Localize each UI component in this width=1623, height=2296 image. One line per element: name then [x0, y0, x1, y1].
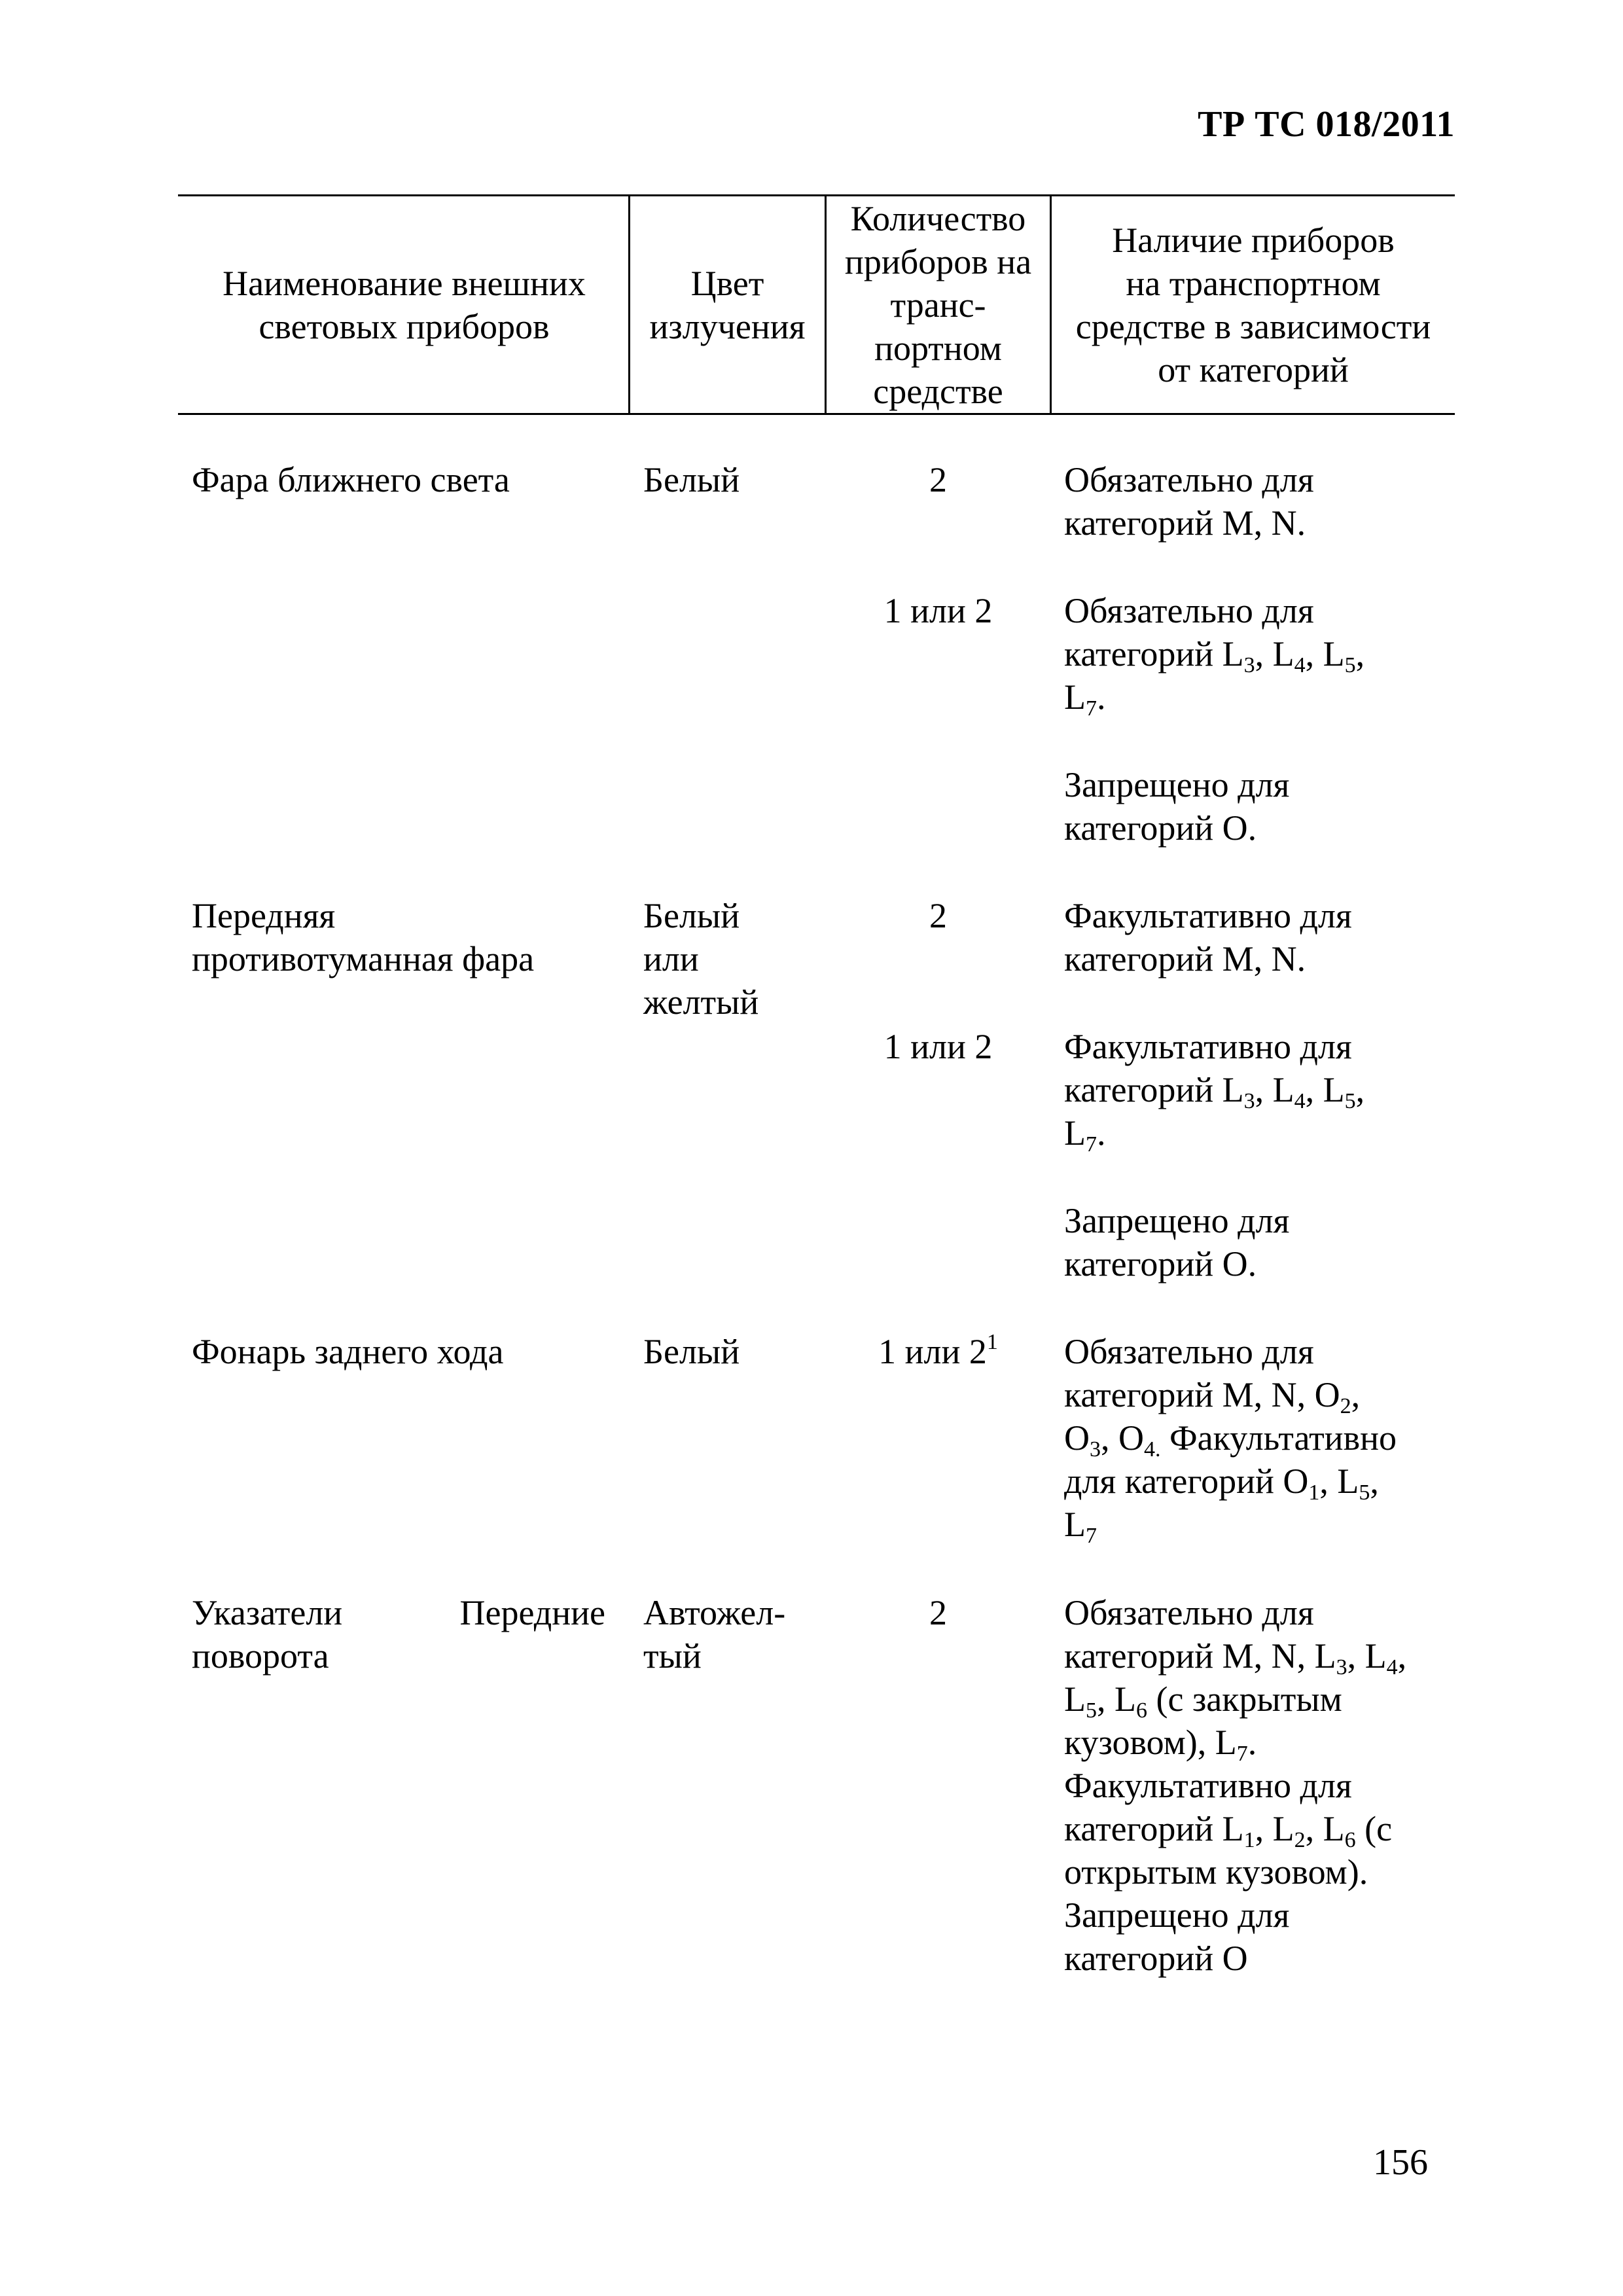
row-indicators-color: Автожел- тый	[643, 1593, 786, 1676]
row-low-beam-name: Фара ближнего света	[192, 460, 510, 499]
column-header-availability: Наличие приборов на транспортном средстве в зависимости от категорий	[1075, 220, 1431, 389]
row-indicators-availability: Обязательно для категорий M, N, $L_3$, $L_4$, $L_5$, $L_6$ (с закрытым кузовом), $L_7$. Факультативно для категорий $L_1$, $L_2$, $L_6$ (с открытым кузовом). Запрещено для категорий O	[1064, 1593, 1407, 1978]
row-front-fog-name: Передняя противотуманная фара	[192, 896, 535, 978]
row-reversing-quantity: 1 или $2^1$	[878, 1330, 998, 1371]
row-front-fog-quantity-b: 1 или 2	[883, 1027, 993, 1066]
page-number: 156	[1373, 2142, 1428, 2183]
row-indicators-quantity: 2	[929, 1593, 947, 1632]
row-front-fog-quantity-a: 2	[929, 896, 947, 935]
row-low-beam-quantity-b: 1 или 2	[883, 591, 993, 630]
row-front-fog-availability-b: Факультативно для категорий $L_3$, $L_4$, $L_5$, $L_7$.	[1064, 1027, 1365, 1157]
row-front-fog-availability-a: Факультативно для категорий M, N.	[1064, 896, 1352, 978]
row-indicators-name-main: Указатели	[192, 1593, 343, 1632]
row-low-beam-forbidden: Запрещено для категорий O.	[1064, 765, 1290, 848]
row-indicators-subtype: Передние	[459, 1593, 605, 1632]
row-front-fog-forbidden: Запрещено для категорий O.	[1064, 1201, 1290, 1283]
column-header-quantity: Количество приборов на транс- портном средстве	[844, 198, 1032, 411]
row-low-beam-availability-a: Обязательно для категорий M, N.	[1064, 460, 1314, 543]
column-header-name: Наименование внешних световых приборов	[223, 263, 586, 346]
row-reversing-name: Фонарь заднего хода	[192, 1332, 504, 1371]
table-header-bottom-border	[178, 413, 1455, 415]
row-indicators-name: Указатели Передние поворота	[192, 1591, 605, 1677]
row-low-beam-availability-b: Обязательно для категорий $L_3$, $L_4$, $L_5$, $L_7$.	[1064, 591, 1365, 721]
document-code: ТР ТС 018/2011	[1198, 104, 1455, 145]
column-header-color: Цвет излучения	[649, 263, 806, 346]
row-low-beam-color: Белый	[643, 460, 740, 499]
row-reversing-availability: Обязательно для категорий M, N, $O_2$, $O_3$, $O_{4.}$ Факультативно для категорий $O_1$, $L_5$, $L_7$	[1064, 1332, 1397, 1548]
row-reversing-color: Белый	[643, 1332, 740, 1371]
footnote-marker: 1	[986, 1330, 998, 1354]
row-front-fog-color: Белый или желтый	[643, 896, 759, 1022]
row-low-beam-quantity-a: 2	[929, 460, 947, 499]
